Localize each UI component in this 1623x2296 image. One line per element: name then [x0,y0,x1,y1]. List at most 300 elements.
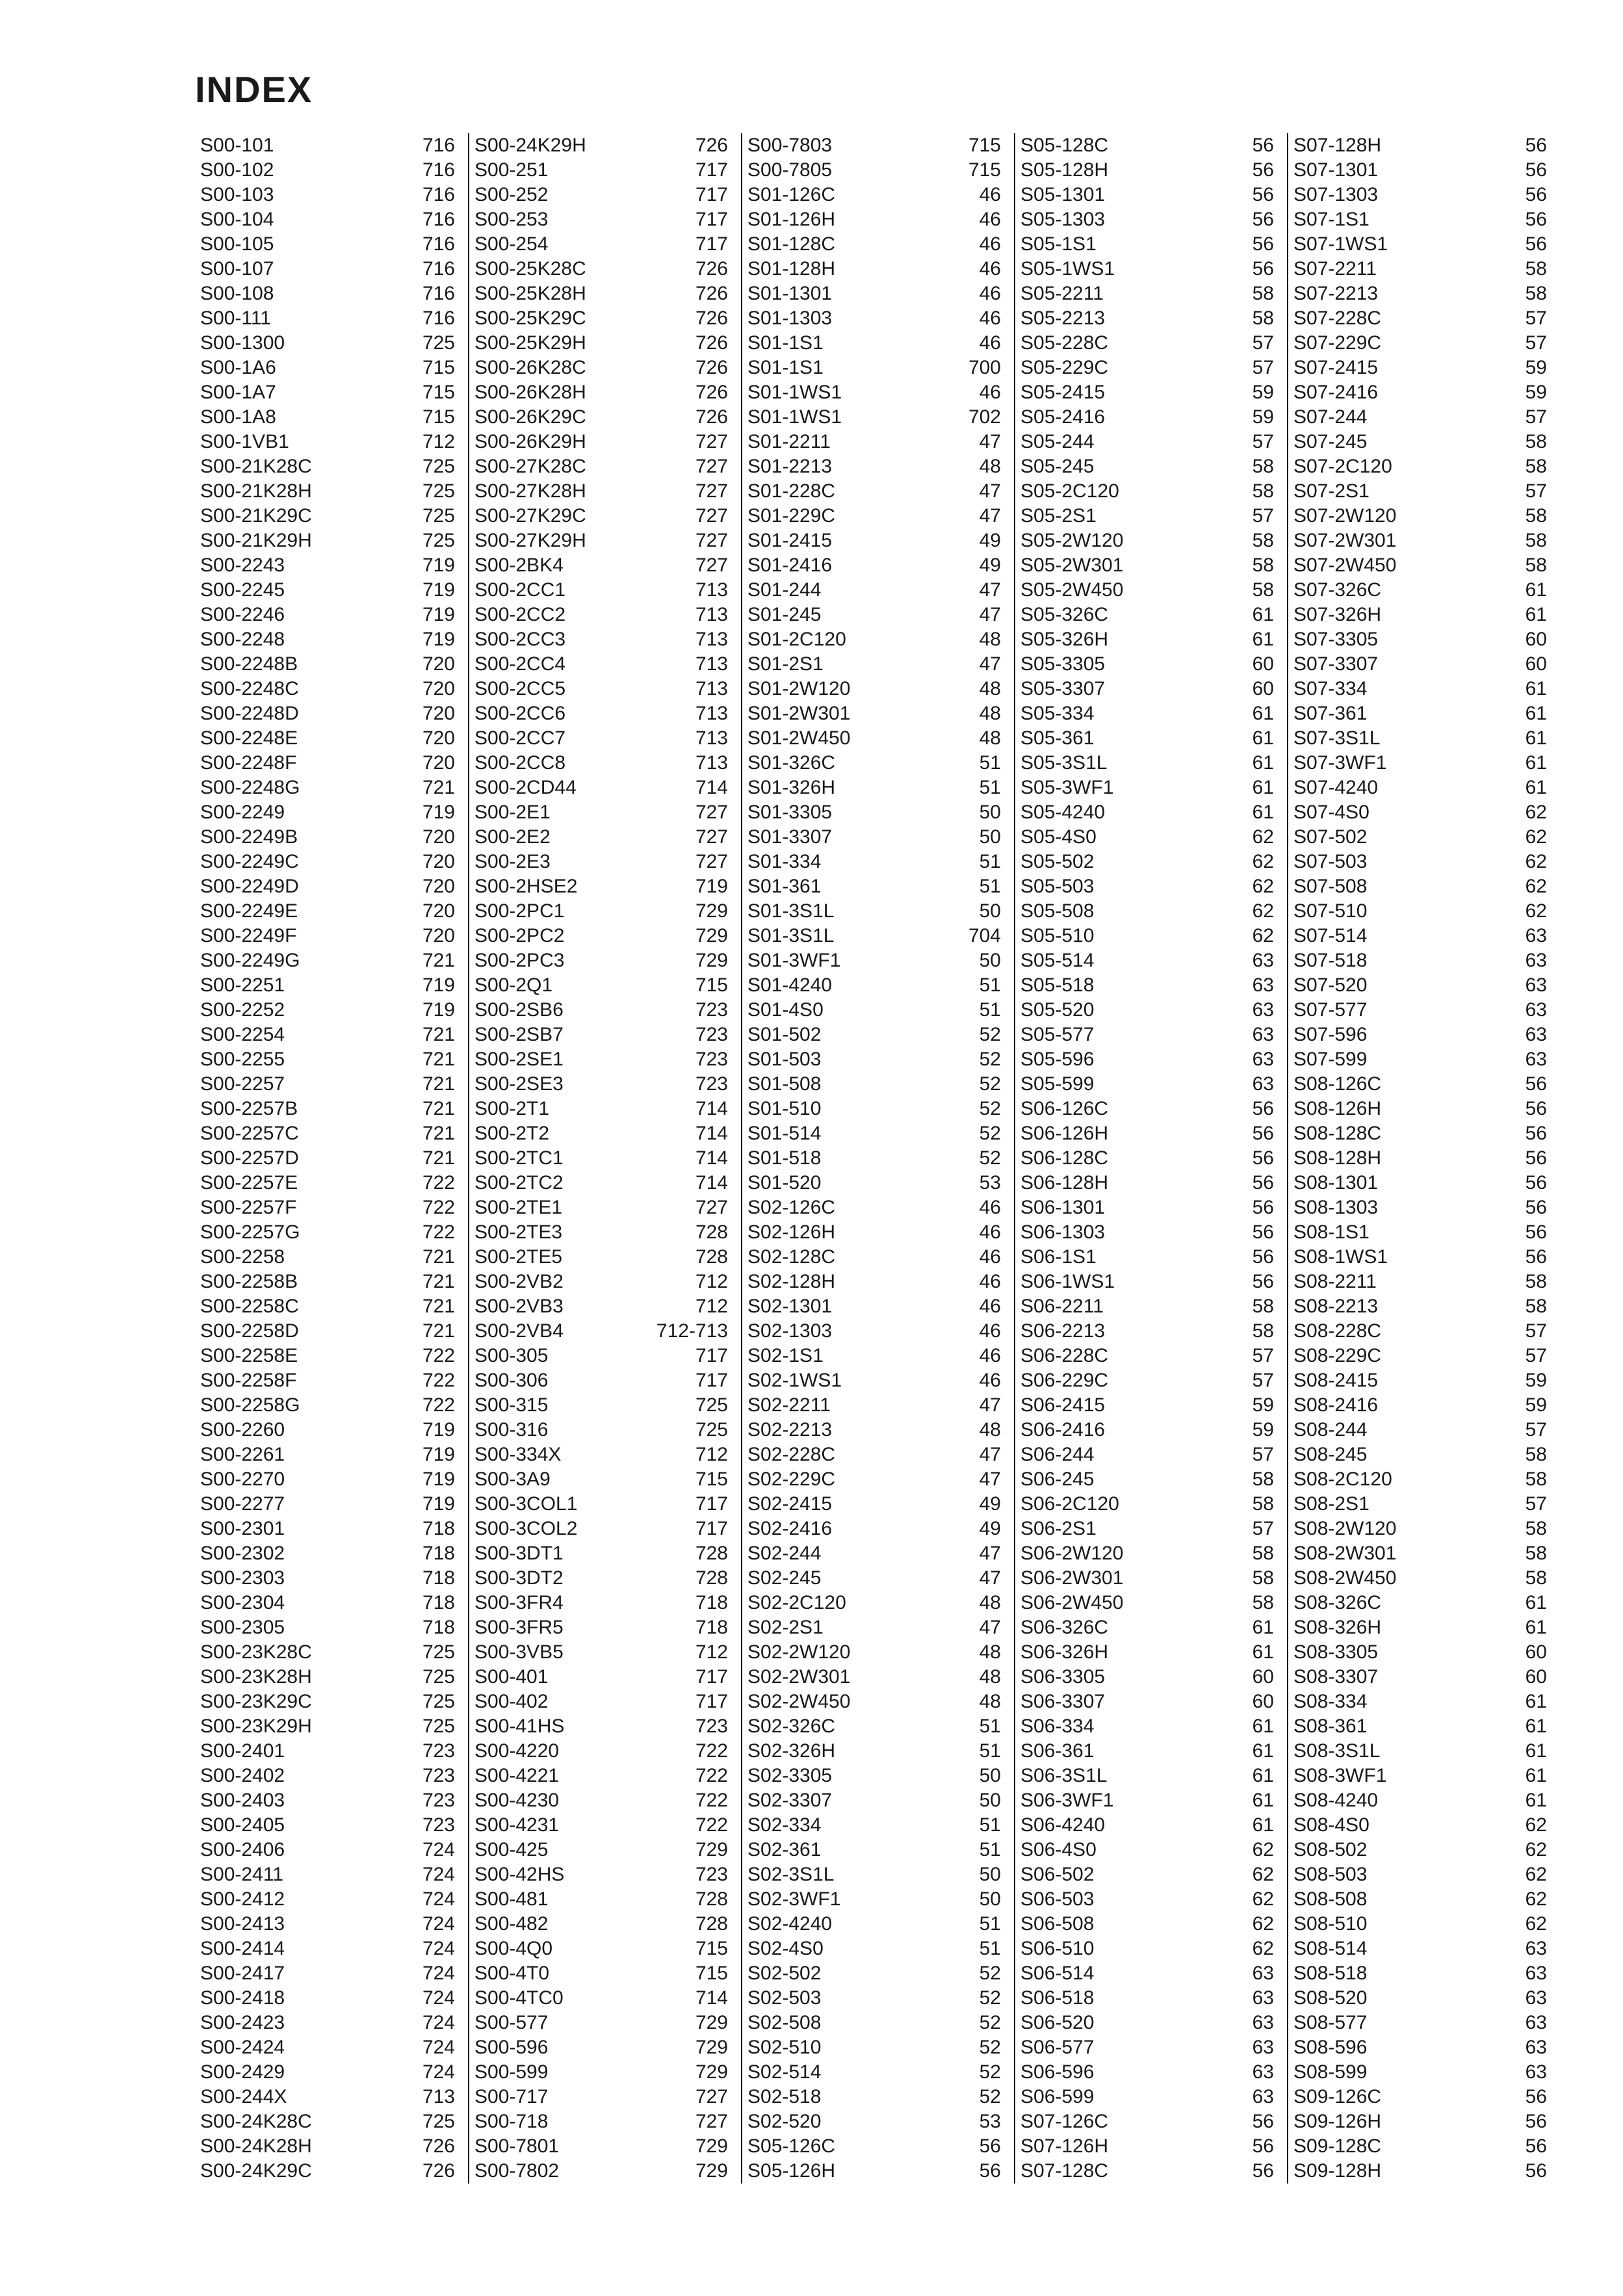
index-entry [1020,948,1274,973]
index-entry [200,1689,455,1714]
index-entry [474,306,728,331]
index-entry [1293,652,1547,677]
index-entry [1020,2085,1274,2109]
page-number: 62 [1252,900,1274,922]
index-entry [1020,1541,1274,1566]
index-entry [1293,850,1547,874]
index-entry [200,1442,455,1467]
index-entry [1020,281,1274,306]
part-code: S01-510 [747,1098,822,1119]
page-number: 63 [1525,1938,1547,1959]
index-entry [747,1270,1001,1294]
index-entry [747,1739,1001,1764]
page-number: 726 [695,357,728,378]
index-entry [200,2011,455,2035]
page-number: 58 [1525,283,1547,304]
part-code: S08-502 [1293,1839,1368,1860]
part-code: S05-577 [1020,1024,1095,1045]
index-entry [200,1097,455,1121]
part-code: S00-104 [200,209,274,230]
page-number: 718 [695,1592,728,1613]
part-code: S00-2258D [200,1320,299,1342]
part-code: S02-1S1 [747,1345,824,1366]
index-entry [1293,1714,1547,1739]
page-number: 63 [1525,2012,1547,2033]
page-number: 718 [422,1518,455,1539]
index-entry [200,578,455,603]
page-number: 63 [1252,1073,1274,1095]
part-code: S08-3307 [1293,1666,1379,1688]
page-number: 713 [695,727,728,749]
page-number: 712-713 [656,1320,728,1342]
index-entry [474,479,728,504]
index-entry [200,1541,455,1566]
index-entry [474,1961,728,1986]
index-entry [1020,356,1274,380]
page-number: 727 [695,2111,728,2132]
page-number: 58 [1252,1493,1274,1515]
part-code: S00-2417 [200,1963,285,1984]
page-number: 712 [695,1271,728,1292]
page-number: 56 [1252,1221,1274,1243]
part-code: S00-315 [474,1394,549,1416]
page-number: 719 [422,604,455,625]
index-entry [474,603,728,627]
part-code: S01-2S1 [747,653,824,675]
page-number: 727 [695,826,728,848]
part-code: S00-2414 [200,1938,285,1959]
index-entry [1020,825,1274,850]
page-number: 62 [1252,1938,1274,1959]
page-number: 722 [422,1172,455,1194]
index-entry [200,405,455,430]
part-code: S05-2211 [1020,283,1104,304]
page-number: 724 [422,1864,455,1885]
index-entry [200,627,455,652]
part-code: S07-1WS1 [1293,233,1388,255]
part-code: S06-518 [1020,1987,1095,2009]
part-code: S00-24K28H [200,2135,312,2157]
index-entry [747,1689,1001,1714]
page-number: 47 [979,653,1001,675]
part-code: S02-3WF1 [747,1888,841,1910]
part-code: S08-126H [1293,1098,1382,1119]
index-entry [1293,1294,1547,1319]
part-code: S02-128C [747,1246,836,1268]
page-number: 718 [422,1543,455,1564]
index-entry [747,2159,1001,2184]
page-number: 57 [1252,332,1274,354]
page-number: 717 [695,1666,728,1688]
part-code: S00-1VB1 [200,431,289,452]
part-code: S08-520 [1293,1987,1368,2009]
part-code: S06-502 [1020,1864,1095,1885]
part-code: S00-23K28C [200,1641,312,1663]
part-code: S01-514 [747,1123,822,1144]
index-entry [747,331,1001,356]
part-code: S07-228C [1293,307,1382,329]
part-code: S00-7803 [747,135,833,156]
page-number: 716 [422,258,455,280]
part-code: S02-2C120 [747,1592,846,1613]
page-number: 61 [1252,1814,1274,1836]
page-number: 715 [968,159,1001,181]
index-entry [200,1788,455,1813]
page-number: 716 [422,307,455,329]
page-number: 723 [695,1715,728,1737]
index-entry [1293,1171,1547,1195]
part-code: S02-2211 [747,1394,831,1416]
index-entry [1293,1986,1547,2011]
part-code: S00-3COL1 [474,1493,578,1515]
part-code: S02-4S0 [747,1938,824,1959]
part-code: S00-2257G [200,1221,300,1243]
page-number: 61 [1252,629,1274,650]
index-entry [200,1517,455,1541]
part-code: S07-518 [1293,950,1368,971]
index-entry [474,1541,728,1566]
page-number: 51 [979,752,1001,774]
page-number: 719 [422,1444,455,1465]
part-code: S00-2257E [200,1172,298,1194]
part-code: S00-3COL2 [474,1518,578,1539]
page-number: 715 [422,406,455,428]
part-code: S06-2415 [1020,1394,1106,1416]
index-entry [747,1937,1001,1961]
page-number: 57 [1525,480,1547,502]
part-code: S00-2PC2 [474,925,565,946]
page-number: 61 [1252,604,1274,625]
index-entry [1293,1270,1547,1294]
part-code: S01-2415 [747,530,833,551]
index-entry [200,1368,455,1393]
page-number: 713 [695,703,728,724]
part-code: S00-316 [474,1419,549,1441]
part-code: S06-4S0 [1020,1839,1097,1860]
part-code: S02-4240 [747,1913,833,1935]
page-number: 61 [1252,1765,1274,1786]
part-code: S00-482 [474,1913,549,1935]
part-code: S00-21K28C [200,456,312,477]
page-number: 58 [1252,307,1274,329]
index-entry [747,1492,1001,1517]
part-code: S01-334 [747,851,822,872]
index-entry [1293,800,1547,825]
part-code: S06-514 [1020,1963,1095,1984]
part-code: S00-2E2 [474,826,551,848]
index-entry [1293,1813,1547,1838]
page-number: 713 [695,579,728,601]
index-entry [1020,504,1274,528]
index-entry [747,158,1001,183]
page-number: 721 [422,1147,455,1169]
part-code: S01-2C120 [747,629,846,650]
part-code: S00-23K29H [200,1715,312,1737]
part-code: S05-2213 [1020,307,1106,329]
index-entry [1293,207,1547,232]
part-code: S00-102 [200,159,274,181]
index-entry [474,454,728,479]
part-code: S05-1301 [1020,184,1106,205]
index-entry [1020,1368,1274,1393]
index-entry [1020,1739,1274,1764]
part-code: S00-2BK4 [474,554,564,576]
part-code: S07-334 [1293,678,1368,699]
index-entry [1293,627,1547,652]
index-entry [200,1961,455,1986]
index-entry [747,553,1001,578]
part-code: S06-2W450 [1020,1592,1124,1613]
index-entry [200,1023,455,1047]
page-number: 726 [422,2160,455,2182]
page-number: 57 [1252,1345,1274,1366]
part-code: S00-2VB3 [474,1296,564,1317]
page-number: 56 [1252,1147,1274,1169]
part-code: S02-1WS1 [747,1370,842,1391]
page-number: 47 [979,579,1001,601]
index-entry [1020,1344,1274,1368]
index-entry [747,652,1001,677]
index-entry [200,1665,455,1689]
part-code: S06-126C [1020,1098,1109,1119]
page-number: 46 [979,283,1001,304]
part-code: S06-326H [1020,1641,1109,1663]
page-number: 727 [695,505,728,527]
part-code: S05-503 [1020,876,1095,897]
page-number: 56 [1525,1098,1547,1119]
page-number: 63 [1525,2037,1547,2058]
part-code: S06-228C [1020,1345,1109,1366]
index-entry [747,1319,1001,1344]
page-number: 58 [1252,1567,1274,1589]
page-number: 52 [979,1024,1001,1045]
index-entry [474,1121,728,1146]
index-entry [1020,133,1274,158]
index-entry [474,800,728,825]
page-number: 48 [979,1641,1001,1663]
part-code: S00-1A8 [200,406,276,428]
page-number: 61 [1525,1765,1547,1786]
index-entry [474,1171,728,1195]
page-number: 58 [1525,1444,1547,1465]
part-code: S02-2W301 [747,1666,851,1688]
index-entry [200,1393,455,1418]
part-code: S02-126H [747,1221,836,1243]
index-entry [747,578,1001,603]
page-number: 47 [979,480,1001,502]
part-code: S08-1S1 [1293,1221,1370,1243]
page-number: 713 [695,653,728,675]
part-code: S00-2257D [200,1147,299,1169]
index-entry [1020,1615,1274,1640]
page-number: 46 [979,1345,1001,1366]
part-code: S01-2213 [747,456,833,477]
part-code: S01-229C [747,505,836,527]
page-number: 52 [979,1147,1001,1169]
part-code: S00-21K29C [200,505,312,527]
part-code: S01-128H [747,258,836,280]
index-entry [1020,528,1274,553]
part-code: S06-2S1 [1020,1518,1097,1539]
part-code: S02-244 [747,1543,822,1564]
part-code: S00-4TC0 [474,1987,564,2009]
page-number: 47 [979,505,1001,527]
index-entry [1020,1171,1274,1195]
page-number: 57 [1525,307,1547,329]
page-number: 56 [1525,1246,1547,1268]
page-number: 58 [1525,1567,1547,1589]
part-code: S07-128H [1293,135,1382,156]
part-code: S00-103 [200,184,274,205]
part-code: S07-3305 [1293,629,1379,650]
part-code: S00-2SB6 [474,999,564,1021]
index-entry [474,1270,728,1294]
page-number: 47 [979,431,1001,452]
index-entry [747,776,1001,800]
index-entry [1293,405,1547,430]
index-entry [474,257,728,281]
page-number: 713 [695,604,728,625]
index-entry [1293,1097,1547,1121]
part-code: S05-2416 [1020,406,1106,428]
index-entry [474,2035,728,2060]
part-code: S08-128H [1293,1147,1382,1169]
part-code: S05-2415 [1020,382,1106,403]
page-number: 47 [979,1617,1001,1638]
page-number: 57 [1525,1493,1547,1515]
part-code: S00-2249C [200,851,299,872]
page-number: 46 [979,1296,1001,1317]
part-code: S00-4220 [474,1740,560,1762]
index-entry [200,528,455,553]
index-entry [1020,1764,1274,1788]
part-code: S05-514 [1020,950,1095,971]
index-entry [747,1665,1001,1689]
part-code: S00-2255 [200,1049,285,1070]
index-entry [1020,1838,1274,1862]
page-number: 50 [979,1864,1001,1885]
index-entry [200,454,455,479]
index-entry [1293,306,1547,331]
index-entry [1020,578,1274,603]
page-number: 61 [1525,777,1547,798]
index-entry [1020,2134,1274,2159]
part-code: S08-3S1L [1293,1740,1381,1762]
part-code: S00-2SE3 [474,1073,564,1095]
part-code: S00-24K29H [474,135,586,156]
page-number: 46 [979,1197,1001,1218]
index-entry [747,1714,1001,1739]
index-entry [474,2085,728,2109]
part-code: S08-2W450 [1293,1567,1397,1589]
index-entry [474,1764,728,1788]
part-code: S00-26K29H [474,431,586,452]
page-number: 47 [979,1468,1001,1490]
page-number: 58 [1252,1543,1274,1564]
page-number: 728 [695,1543,728,1564]
index-entry [474,850,728,874]
index-entry [200,603,455,627]
part-code: S09-128H [1293,2160,1382,2182]
page-number: 58 [1525,258,1547,280]
part-code: S01-518 [747,1147,822,1169]
index-entry [474,2159,728,2184]
index-entry [747,1788,1001,1813]
index-entry [474,1912,728,1937]
index-entry [200,1245,455,1270]
index-entry [200,306,455,331]
page-number: 49 [979,1493,1001,1515]
part-code: S00-253 [474,209,549,230]
part-code: S00-41HS [474,1715,565,1737]
index-entry [200,2035,455,2060]
index-entry [200,850,455,874]
part-code: S00-2VB4 [474,1320,564,1342]
part-code: S01-4S0 [747,999,824,1021]
part-code: S00-252 [474,184,549,205]
part-code: S07-2415 [1293,357,1379,378]
part-code: S01-245 [747,604,822,625]
page-number: 719 [422,554,455,576]
index-entry [1293,430,1547,454]
index-entry [1293,2159,1547,2184]
index-entry [1020,1418,1274,1442]
page-number: 46 [979,332,1001,354]
part-code: S05-3305 [1020,653,1106,675]
index-entry [1020,479,1274,504]
page-number: 51 [979,851,1001,872]
page-number: 724 [422,1938,455,1959]
part-code: S00-577 [474,2012,549,2033]
part-code: S07-2416 [1293,382,1379,403]
index-entry [200,232,455,257]
part-code: S07-508 [1293,876,1368,897]
page-number: 52 [979,1073,1001,1095]
part-code: S01-2W301 [747,703,851,724]
page-number: 46 [979,1271,1001,1292]
index-entry [1020,726,1274,751]
part-code: S00-27K29H [474,530,586,551]
part-code: S08-4S0 [1293,1814,1370,1836]
index-entry [200,701,455,726]
index-entry [474,1368,728,1393]
page-number: 723 [422,1740,455,1762]
index-entry [747,1640,1001,1665]
index-entry [474,726,728,751]
index-entry [1293,1146,1547,1171]
index-entry [200,380,455,405]
index-entry [1293,2060,1547,2085]
page-number: 49 [979,554,1001,576]
part-code: S00-2248D [200,703,299,724]
part-code: S00-27K28C [474,456,586,477]
part-code: S00-105 [200,233,274,255]
part-code: S00-305 [474,1345,549,1366]
part-code: S00-2CD44 [474,777,577,798]
page-number: 63 [1252,2012,1274,2033]
part-code: S07-2211 [1293,258,1377,280]
part-code: S06-334 [1020,1715,1095,1737]
index-entry [474,1294,728,1319]
page-number: 56 [1525,2111,1547,2132]
index-entry [1020,380,1274,405]
index-entry [200,2060,455,2085]
index-entry [200,800,455,825]
index-entry [200,924,455,948]
index-entry [747,1838,1001,1862]
page-number: 728 [695,1221,728,1243]
page-number: 725 [422,332,455,354]
